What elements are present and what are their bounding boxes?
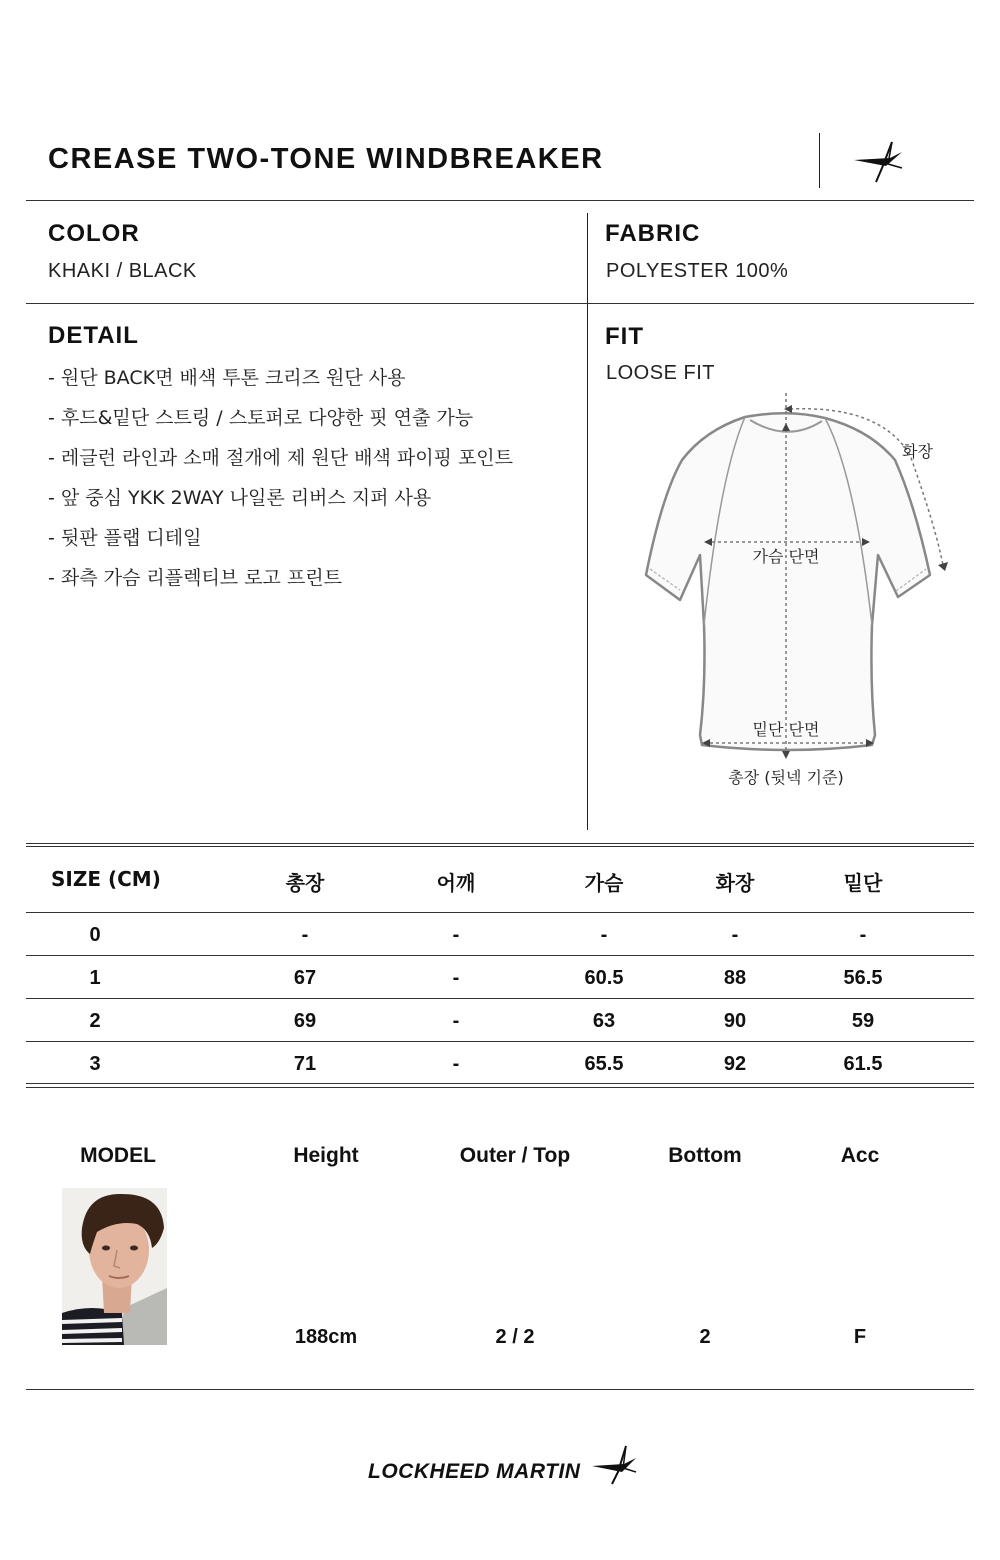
model-photo — [62, 1188, 167, 1345]
detail-heading: DETAIL — [48, 322, 139, 349]
size-cell: - — [301, 924, 309, 946]
model-bottom-value: 2 — [699, 1326, 711, 1348]
size-cell: 71 — [293, 1053, 317, 1075]
size-cell: - — [731, 924, 739, 946]
fit-value: LOOSE FIT — [606, 362, 715, 384]
outer-top-header: Outer / Top — [459, 1144, 571, 1167]
tshirt-measurement-diagram — [600, 385, 970, 805]
size-cell: - — [452, 1053, 460, 1075]
column-divider — [587, 213, 588, 830]
model-height-value: 188cm — [294, 1326, 358, 1348]
size-cell: 56.5 — [843, 967, 883, 989]
height-header: Height — [293, 1144, 359, 1167]
detail-item: - 원단 BACK면 배색 투톤 크리즈 원단 사용 — [48, 367, 406, 389]
model-outer-top-value: 2 / 2 — [495, 1326, 535, 1348]
size-cell: - — [452, 924, 460, 946]
brand-logo-text: LOCKHEED MARTIN — [368, 1460, 581, 1483]
size-cell: 67 — [293, 967, 317, 989]
size-table-bottom-border — [26, 1083, 974, 1088]
size-header-size: SIZE (CM) — [51, 867, 161, 891]
model-header: MODEL — [80, 1144, 156, 1167]
size-header-divider — [26, 912, 974, 913]
size-cell: 59 — [851, 1010, 875, 1032]
color-value: KHAKI / BLACK — [48, 260, 197, 282]
detail-item: - 뒷판 플랩 디테일 — [48, 527, 202, 549]
size-cell: 69 — [293, 1010, 317, 1032]
size-header-shoulder: 어깨 — [436, 871, 476, 895]
size-cell: 3 — [89, 1053, 101, 1075]
size-cell: - — [452, 1010, 460, 1032]
bottom-header: Bottom — [668, 1144, 742, 1167]
chest-width-label: 가슴 단면 — [752, 547, 820, 566]
size-cell: 60.5 — [584, 967, 624, 989]
acc-header: Acc — [840, 1144, 880, 1167]
detail-item: - 앞 중심 YKK 2WAY 나일론 리버스 지퍼 사용 — [48, 487, 432, 509]
size-cell: 63 — [592, 1010, 616, 1032]
size-header-length: 총장 — [285, 871, 325, 895]
size-cell: 92 — [723, 1053, 747, 1075]
size-cell: 1 — [89, 967, 101, 989]
size-row-divider — [26, 1041, 974, 1042]
detail-item: - 레글런 라인과 소매 절개에 제 원단 배색 파이핑 포인트 — [48, 447, 514, 469]
fabric-value: POLYESTER 100% — [606, 260, 789, 282]
divider-model — [26, 1389, 974, 1390]
fabric-heading: FABRIC — [605, 220, 701, 247]
size-cell: - — [452, 967, 460, 989]
size-header-sleeve: 화장 — [715, 871, 755, 895]
brand-star-icon — [592, 1442, 640, 1486]
sleeve-length-label: 화장 — [902, 442, 933, 461]
size-row-divider — [26, 955, 974, 956]
lockheed-star-icon — [852, 138, 908, 184]
size-cell: 61.5 — [843, 1053, 883, 1075]
title-divider — [819, 133, 820, 188]
size-header-hem: 밑단 — [843, 871, 883, 895]
size-cell: 90 — [723, 1010, 747, 1032]
size-header-chest: 가슴 — [584, 871, 624, 895]
detail-item: - 후드&밑단 스트링 / 스토퍼로 다양한 핏 연출 가능 — [48, 407, 474, 429]
size-cell: - — [600, 924, 608, 946]
size-cell: 88 — [723, 967, 747, 989]
size-cell: 0 — [89, 924, 101, 946]
size-row-divider — [26, 998, 974, 999]
fit-heading: FIT — [605, 323, 644, 350]
size-cell: 2 — [89, 1010, 101, 1032]
size-table-top-border — [26, 843, 974, 847]
total-length-label: 총장 (뒷넥 기준) — [728, 768, 844, 787]
size-cell: 65.5 — [584, 1053, 624, 1075]
product-title: CREASE TWO-TONE WINDBREAKER — [48, 143, 604, 175]
divider-title — [26, 200, 974, 201]
hem-width-label: 밑단 단면 — [752, 720, 820, 739]
detail-list — [48, 364, 513, 604]
detail-item: - 좌측 가슴 리플렉티브 로고 프린트 — [48, 567, 343, 589]
model-acc-value: F — [853, 1326, 867, 1348]
divider-info — [26, 303, 974, 304]
color-heading: COLOR — [48, 220, 140, 247]
size-cell: - — [859, 924, 867, 946]
